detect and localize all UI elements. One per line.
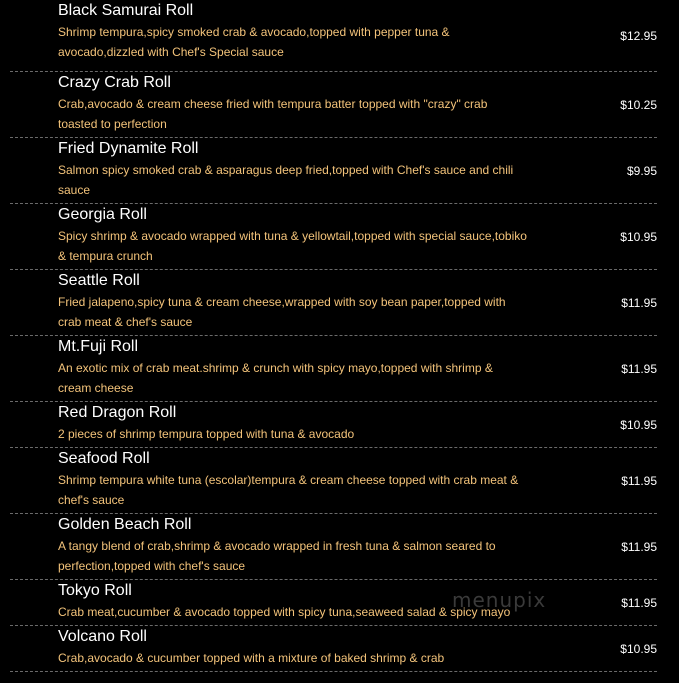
item-price: $11.95 (621, 361, 657, 376)
item-price: $11.95 (621, 473, 657, 488)
item-description: Salmon spicy smoked crab & asparagus deep fried,topped with Chef's sauce and chili sauce (58, 163, 514, 197)
menu-item (10, 336, 657, 402)
item-price: $10.25 (620, 97, 657, 112)
item-name: Golden Beach Roll (58, 516, 192, 533)
item-name: Fried Dynamite Roll (58, 140, 199, 157)
item-price: $11.95 (621, 595, 657, 610)
item-name: Mt.Fuji Roll (58, 338, 139, 355)
item-price: $10.95 (620, 641, 657, 656)
item-name: Seafood Roll (58, 450, 150, 467)
item-name: Black Samurai Roll (58, 2, 194, 19)
menu-item (10, 514, 657, 580)
item-description: A tangy blend of crab,shrimp & avocado wrapped in fresh tuna & salmon seared to perfection,topped with chef's sauce (58, 539, 496, 573)
item-description: 2 pieces of shrimp tempura topped with tuna & avocado (58, 427, 355, 441)
item-description: Crab meat,cucumber & avocado topped with spicy tuna,seaweed salad & spicy mayo (58, 605, 511, 619)
item-price: $9.95 (626, 163, 657, 178)
item-name: Red Dragon Roll (58, 404, 177, 421)
menu-item (10, 138, 657, 204)
menu-item (10, 402, 657, 448)
item-price: $11.95 (621, 539, 657, 554)
menu-item (10, 448, 657, 514)
item-description: Crab,avocado & cream cheese fried with tempura batter topped with "crazy" crab toasted to perfection (58, 97, 488, 131)
menu-item (10, 580, 657, 626)
menu-item (10, 72, 657, 138)
item-name: Seattle Roll (58, 272, 140, 289)
item-description: Shrimp tempura,spicy smoked crab & avocado,topped with pepper tuna & avocado,dizzled with Chef's Special sauce (58, 25, 450, 59)
item-name: Georgia Roll (58, 206, 147, 223)
menu-item (10, 204, 657, 270)
item-price: $10.95 (620, 417, 657, 432)
item-description: Fried jalapeno,spicy tuna & cream cheese,wrapped with soy bean paper,topped with crab meat & chef's sauce (58, 295, 506, 329)
item-price: $12.95 (620, 28, 657, 43)
item-description: Spicy shrimp & avocado wrapped with tuna & yellowtail,topped with special sauce,tobiko & tempura crunch (58, 229, 527, 263)
item-name: Crazy Crab Roll (58, 74, 171, 91)
item-name: Volcano Roll (58, 628, 147, 645)
item-description: An exotic mix of crab meat.shrimp & crunch with spicy mayo,topped with shrimp & cream cheese (58, 361, 493, 395)
menu-item (10, 0, 657, 72)
item-description: Shrimp tempura white tuna (escolar)tempura & cream cheese topped with crab meat & chef's sauce (58, 473, 519, 507)
menu-item (10, 626, 657, 672)
menu-item (10, 270, 657, 336)
item-price: $10.95 (620, 229, 657, 244)
item-price: $11.95 (621, 295, 657, 310)
item-description: Crab,avocado & cucumber topped with a mixture of baked shrimp & crab (58, 651, 445, 665)
item-name: Tokyo Roll (58, 582, 132, 599)
menupix-watermark: menupix (452, 588, 547, 612)
